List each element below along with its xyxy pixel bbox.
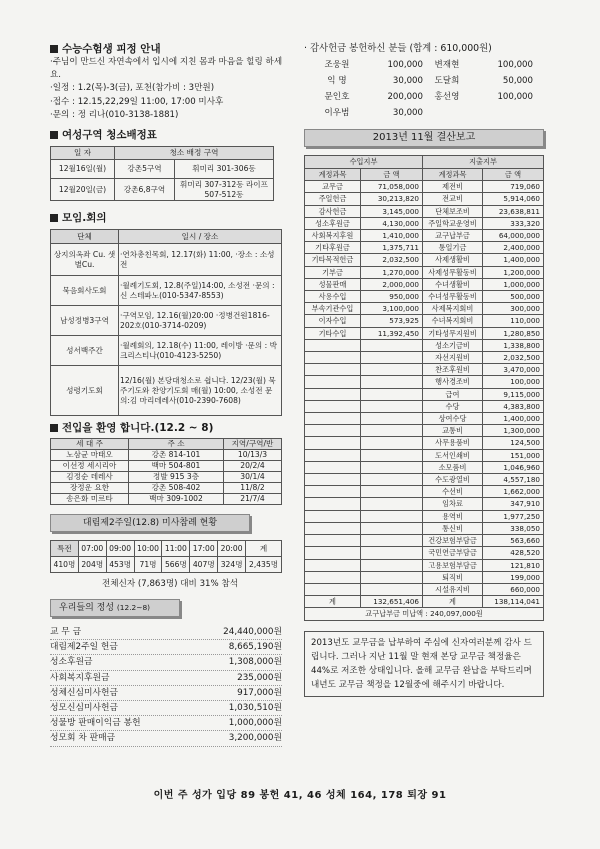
table-cell [361, 522, 423, 534]
table-cell: 660,000 [483, 583, 544, 595]
table-cell: 휘미리 307-312동 라이프 507-512동 [175, 179, 274, 201]
table-cell: 장정운 요한 [51, 483, 129, 494]
table-cell [305, 400, 361, 412]
table-row [305, 278, 544, 290]
table-cell: 21/7/4 [224, 494, 282, 505]
table-row [305, 413, 544, 425]
table-cell: 사회복지후원 [305, 230, 361, 242]
cleaning-section [50, 128, 290, 201]
table-cell: 4,557,180 [483, 474, 544, 486]
table-cell: 5,914,060 [483, 193, 544, 205]
table-header: 수입지부 [305, 156, 423, 169]
meetings-table [50, 229, 282, 416]
thanks-title: · 감사헌금 봉헌하신 분들 (합계 : 610,000원) [304, 43, 492, 54]
table-cell: 수녀복지회비 [423, 315, 483, 327]
exam-notice-desc: ·주님이 만드신 자연속에서 입시에 지친 몸과 마음을 힐링 하세요. [50, 57, 283, 81]
table-cell: 138,114,041 [483, 596, 544, 608]
finance-table [304, 155, 544, 621]
table-cell [305, 498, 361, 510]
table-cell: 2,400,000 [483, 242, 544, 254]
table-cell: 상여수당 [423, 413, 483, 425]
finance-body [305, 181, 544, 596]
table-header: 청소 배정 구역 [115, 147, 274, 160]
table-cell: 소모품비 [423, 461, 483, 473]
table-cell: 1,270,000 [361, 266, 423, 278]
table-cell: 151,000 [483, 449, 544, 461]
table-cell: 50,000 [502, 76, 533, 86]
table-row [305, 315, 544, 327]
table-cell: 찬조후원비 [423, 364, 483, 376]
table-cell: 익 명 [327, 76, 347, 86]
finance-title: 2013년 11월 결산보고 [304, 129, 544, 147]
table-cell: 4,130,000 [361, 217, 423, 229]
list-item: 성모회 차 판매금 3,200,000원 [50, 731, 282, 746]
table-cell [305, 510, 361, 522]
table-cell: 정발 915 3층 [129, 472, 224, 483]
table-cell: 통신비 [423, 522, 483, 534]
table-cell: 사제성무활동비 [423, 266, 483, 278]
cleaning-title: 여성구역 청소배정표 [50, 128, 290, 142]
thanks-section [304, 42, 544, 121]
table-row [305, 522, 544, 534]
table-cell: ·월례기도회, 12.8(주일)14:00, 소성전 ·문의 : 신 스테파노(010-5347-8553) [119, 276, 282, 306]
table-cell: 강촌6,8구역 [115, 179, 175, 201]
table-row [305, 193, 544, 205]
table-cell: 홍선영 [434, 92, 460, 102]
table-cell: 2,032,500 [483, 352, 544, 364]
list-item: 성소후원금 1,308,000원 [50, 655, 282, 670]
table-header: 계 [246, 541, 282, 557]
table-cell: 950,000 [361, 291, 423, 303]
table-cell [305, 352, 361, 364]
table-cell [361, 364, 423, 376]
table-row [305, 510, 544, 522]
table-cell: 성소후원금 [305, 217, 361, 229]
table-row [305, 291, 544, 303]
table-cell: 204명 [78, 557, 106, 573]
table-row [305, 242, 544, 254]
table-row [305, 364, 544, 376]
table-cell: 계 [423, 596, 483, 608]
exam-notice-contact: ·문의 : 정 리나(010-3138-1881) [50, 109, 179, 120]
table-cell [305, 388, 361, 400]
table-cell: 121,810 [483, 559, 544, 571]
mass-title: 대림제2주일(12.8) 미사참례 현황 [50, 514, 250, 532]
table-cell: 566명 [162, 557, 190, 573]
table-cell: 부속기관수입 [305, 303, 361, 315]
table-cell: 교구납부금 미납액 : 240,097,000원 [305, 608, 544, 620]
table-header: 09:00 [106, 541, 134, 557]
table-cell [361, 583, 423, 595]
table-header: 금 액 [361, 169, 423, 181]
table-cell: 11/8/2 [224, 483, 282, 494]
table-cell: 1,410,000 [361, 230, 423, 242]
table-cell [361, 413, 423, 425]
table-cell: 71명 [134, 557, 162, 573]
table-cell: 사용수입 [305, 291, 361, 303]
table-cell: 교구납부금 [423, 230, 483, 242]
table-header: 계정과목 [305, 169, 361, 181]
table-cell [305, 571, 361, 583]
table-cell: 30,000 [392, 108, 423, 118]
table-cell: 퇴직비 [423, 571, 483, 583]
table-cell [305, 547, 361, 559]
table-cell: 자선지원비 [423, 352, 483, 364]
table-cell: 임차료 [423, 498, 483, 510]
table-cell [361, 388, 423, 400]
table-header: 11:00 [162, 541, 190, 557]
table-cell: 20/2/4 [224, 461, 282, 472]
square-bullet-icon [50, 424, 58, 432]
table-cell: 132,651,406 [361, 596, 423, 608]
table-cell [361, 449, 423, 461]
table-cell: 용역비 [423, 510, 483, 522]
table-header: 지출지부 [423, 156, 544, 169]
table-cell: 12월20일(금) [51, 179, 115, 201]
table-cell: 교통비 [423, 425, 483, 437]
table-cell: 1,400,000 [483, 254, 544, 266]
table-cell: 성소기금비 [423, 339, 483, 351]
table-row [305, 583, 544, 595]
table-row [305, 230, 544, 242]
table-cell: 도달희 [434, 76, 460, 86]
table-cell: ·월례회의, 12.18(수) 11:00, 레이방 ·문의 : 박 크리스티나(010-4123-5250) [119, 336, 282, 366]
hymn-footer: 이번 주 성가 입당 89 봉헌 41, 46 성체 164, 178 퇴장 91 [153, 790, 447, 801]
table-cell: 9,115,000 [483, 388, 544, 400]
table-cell [361, 461, 423, 473]
table-cell: 시설유지비 [423, 583, 483, 595]
table-cell: 23,638,811 [483, 205, 544, 217]
offerings-section [50, 599, 290, 747]
list-item: 교 무 금 24,440,000원 [50, 625, 282, 640]
table-row [305, 303, 544, 315]
table-cell: 71,058,000 [361, 181, 423, 193]
exam-notice [50, 42, 290, 122]
table-cell: ·구역모임, 12.16(월)20:00 ·정병건원1816-202호(010-3714-0209) [119, 306, 282, 336]
table-cell: 이자수입 [305, 315, 361, 327]
table-cell: 수선비 [423, 486, 483, 498]
table-cell: 100,000 [497, 60, 533, 70]
table-cell: 통일기금 [423, 242, 483, 254]
table-cell: 2,435명 [246, 557, 282, 573]
table-cell [305, 437, 361, 449]
table-row [305, 376, 544, 388]
table-cell [305, 461, 361, 473]
table-cell [361, 571, 423, 583]
left-column [50, 42, 290, 747]
table-cell: 453명 [106, 557, 134, 573]
table-header: 17:00 [190, 541, 218, 557]
table-cell [361, 352, 423, 364]
list-item: 사회복지후원금 235,000원 [50, 671, 282, 686]
table-cell [305, 486, 361, 498]
table-cell: 제전비 [423, 181, 483, 193]
table-header: 지역/구역/반 [224, 439, 282, 450]
table-cell: 교무금 [305, 181, 361, 193]
table-cell: 건강보험부담금 [423, 535, 483, 547]
table-cell [361, 486, 423, 498]
table-cell: 백마 504-801 [129, 461, 224, 472]
table-cell: 기타후원금 [305, 242, 361, 254]
table-row [305, 571, 544, 583]
table-cell: 410명 [51, 557, 79, 573]
table-cell: 변재현 [434, 60, 460, 70]
table-cell: 상지의옥좌 Cu. 샛별Cu. [51, 244, 119, 276]
table-cell: 사제생활비 [423, 254, 483, 266]
table-cell: 사제복지회비 [423, 303, 483, 315]
table-cell: 주일학교운영비 [423, 217, 483, 229]
table-row [305, 486, 544, 498]
table-header: 일 자 [51, 147, 115, 160]
table-cell: 백마 309-1002 [129, 494, 224, 505]
table-cell [361, 376, 423, 388]
mass-summary: 전체신자 (7,863명) 대비 31% 참석 [101, 579, 239, 590]
table-cell: 100,000 [387, 60, 423, 70]
table-cell: 조웅원 [324, 60, 350, 70]
table-cell: 573,925 [361, 315, 423, 327]
table-cell: 4,383,800 [483, 400, 544, 412]
table-header: 금 액 [483, 169, 544, 181]
table-cell: 국민연금부담금 [423, 547, 483, 559]
thanks-table [314, 57, 534, 121]
square-bullet-icon [50, 131, 58, 139]
table-row [305, 461, 544, 473]
table-cell [305, 376, 361, 388]
table-cell [305, 413, 361, 425]
table-cell: 성서백주간 [51, 336, 119, 366]
table-cell: 333,320 [483, 217, 544, 229]
table-cell: 기타성무지원비 [423, 327, 483, 339]
table-cell: 12/16(월) 본당대청소로 쉽니다. 12/23(월) 묵주기도와 찬양기도회 매(월) 10:00, 소성전 문의:김 마리데레사(010-2390-7608) [119, 366, 282, 416]
transfers-title: 전입을 환영 합니다.(12.2 ~ 8) [50, 421, 290, 435]
table-cell: 719,060 [483, 181, 544, 193]
table-cell: ·연차총친목회, 12.17(화) 11:00, ·장소 : 소성전 [119, 244, 282, 276]
table-row [305, 535, 544, 547]
offerings-list [50, 625, 282, 747]
table-cell: 노삼균 마태오 [51, 450, 129, 461]
table-cell [361, 559, 423, 571]
appeal-box: 2013년도 교무금을 납부하여 주심에 신자여러분께 감사 드립니다. 그러나 지난 11월 말 현재 본당 교무금 책정율은 44%로 저조한 상태입니다. 올해 교무금 완납을 부탁드리며 내년도 교무금 책정을 12월중에 해주시기 바랍니다. [304, 631, 544, 697]
table-row [305, 388, 544, 400]
table-header: 07:00 [78, 541, 106, 557]
table-cell: 3,470,000 [483, 364, 544, 376]
table-header: 계정과목 [423, 169, 483, 181]
table-row [305, 437, 544, 449]
table-cell: 563,660 [483, 535, 544, 547]
table-cell: 324명 [218, 557, 246, 573]
table-cell: 428,520 [483, 547, 544, 559]
table-cell [305, 364, 361, 376]
table-cell: 도서인쇄비 [423, 449, 483, 461]
list-item: 대림제2주일 헌금 8,665,190원 [50, 640, 282, 655]
table-cell: 수당 [423, 400, 483, 412]
table-cell [305, 583, 361, 595]
table-cell: 3,145,000 [361, 205, 423, 217]
table-cell: 주일헌금 [305, 193, 361, 205]
table-cell [305, 339, 361, 351]
table-cell: 1,338,800 [483, 339, 544, 351]
table-row [305, 339, 544, 351]
exam-notice-date: ·일정 : 1.2(목)-3(금), 포천(참가비 : 3만원) [50, 83, 215, 94]
table-cell: 급여 [423, 388, 483, 400]
mass-section [50, 514, 290, 589]
table-row [305, 254, 544, 266]
list-item: 성모신심미사헌금 1,030,510원 [50, 701, 282, 716]
table-cell [361, 474, 423, 486]
table-cell: 1,400,000 [483, 413, 544, 425]
table-cell: 묵음회사도회 [51, 276, 119, 306]
table-cell: 407명 [190, 557, 218, 573]
table-cell: 1,977,250 [483, 510, 544, 522]
table-header: 단체 [51, 230, 119, 244]
table-row [305, 449, 544, 461]
table-cell: 수도광열비 [423, 474, 483, 486]
offerings-title: 우리들의 정성 (12.2~8) [50, 599, 180, 617]
table-cell: 1,300,000 [483, 425, 544, 437]
table-cell: 64,000,000 [483, 230, 544, 242]
table-cell: 단체보조비 [423, 205, 483, 217]
exam-notice-title: 수능수험생 피정 안내 [50, 42, 290, 56]
table-cell [361, 498, 423, 510]
table-row [305, 474, 544, 486]
table-cell: 사무용품비 [423, 437, 483, 449]
table-cell: 성령기도회 [51, 366, 119, 416]
table-header: 세 대 주 [51, 439, 129, 450]
table-cell: 강촌 508-402 [129, 483, 224, 494]
table-cell [305, 474, 361, 486]
table-cell: 30,000 [392, 76, 423, 86]
table-cell: 고용보험부담금 [423, 559, 483, 571]
table-cell [361, 425, 423, 437]
table-row [305, 266, 544, 278]
meetings-title: 모임.회의 [50, 211, 290, 225]
table-cell: 1,000,000 [483, 278, 544, 290]
table-cell: 전교비 [423, 193, 483, 205]
table-cell: 200,000 [387, 92, 423, 102]
table-row [305, 327, 544, 339]
table-cell: 1,200,000 [483, 266, 544, 278]
table-row [305, 425, 544, 437]
table-cell: 송은화 미르타 [51, 494, 129, 505]
table-cell: 1,375,711 [361, 242, 423, 254]
table-cell: 110,000 [483, 315, 544, 327]
table-cell: 500,000 [483, 291, 544, 303]
table-cell: 30,213,820 [361, 193, 423, 205]
table-cell: 12월16일(월) [51, 160, 115, 179]
table-cell [361, 547, 423, 559]
meetings-section [50, 211, 290, 416]
table-row [305, 352, 544, 364]
table-header: 특전 [51, 541, 79, 557]
table-cell: 30/1/4 [224, 472, 282, 483]
table-header: 20:00 [218, 541, 246, 557]
table-cell [361, 437, 423, 449]
square-bullet-icon [50, 214, 58, 222]
table-cell: 2,032,500 [361, 254, 423, 266]
table-cell: 124,500 [483, 437, 544, 449]
table-cell: 김정순 데레사 [51, 472, 129, 483]
table-cell: 행사경조비 [423, 376, 483, 388]
table-cell: 수녀생활비 [423, 278, 483, 290]
exam-notice-apply: ·접수 : 12.15,22,29일 11:00, 17:00 미사후 [50, 96, 224, 107]
table-row [305, 400, 544, 412]
table-cell [305, 425, 361, 437]
table-cell [361, 510, 423, 522]
table-header: 주 소 [129, 439, 224, 450]
table-cell: 100,000 [497, 92, 533, 102]
list-item: 성체신심미사헌금 917,000원 [50, 686, 282, 701]
mass-table [50, 540, 282, 573]
table-cell: 100,000 [483, 376, 544, 388]
table-cell: 기타목적헌금 [305, 254, 361, 266]
table-header: 일시 / 장소 [119, 230, 282, 244]
table-cell: 10/13/3 [224, 450, 282, 461]
list-item: 성물방 판매이익금 봉헌 1,000,000원 [50, 716, 282, 731]
table-cell: 남성정병3구역 [51, 306, 119, 336]
table-cell: 기부금 [305, 266, 361, 278]
table-cell: 3,100,000 [361, 303, 423, 315]
table-cell: 기타수입 [305, 327, 361, 339]
right-column [304, 42, 544, 697]
table-cell [305, 522, 361, 534]
table-cell [305, 449, 361, 461]
table-cell: 199,000 [483, 571, 544, 583]
table-cell: 1,046,960 [483, 461, 544, 473]
table-cell: 이우범 [324, 108, 350, 118]
table-cell: 11,392,450 [361, 327, 423, 339]
table-cell: 347,910 [483, 498, 544, 510]
table-cell [361, 535, 423, 547]
transfers-section [50, 421, 290, 505]
table-cell: 이선정 세시리아 [51, 461, 129, 472]
table-cell: 휘미리 301-306동 [175, 160, 274, 179]
table-cell: 수녀성무활동비 [423, 291, 483, 303]
table-row [305, 217, 544, 229]
table-row [305, 547, 544, 559]
table-cell: 계 [305, 596, 361, 608]
table-cell: 1,662,000 [483, 486, 544, 498]
cleaning-table [50, 146, 274, 201]
table-cell [361, 339, 423, 351]
table-row [305, 498, 544, 510]
table-cell: 성물판매 [305, 278, 361, 290]
table-cell: 문인호 [324, 92, 350, 102]
table-row [305, 181, 544, 193]
table-cell [361, 400, 423, 412]
table-cell: 338,050 [483, 522, 544, 534]
table-cell: 1,280,850 [483, 327, 544, 339]
table-cell [305, 559, 361, 571]
table-cell: 2,000,000 [361, 278, 423, 290]
table-header: 10:00 [134, 541, 162, 557]
square-bullet-icon [50, 45, 58, 53]
table-cell: 감사헌금 [305, 205, 361, 217]
table-cell [305, 535, 361, 547]
table-cell: 강촌 814-101 [129, 450, 224, 461]
table-cell: 강촌5구역 [115, 160, 175, 179]
table-row [305, 205, 544, 217]
table-cell: 300,000 [483, 303, 544, 315]
transfers-table [50, 438, 282, 505]
table-row [305, 559, 544, 571]
